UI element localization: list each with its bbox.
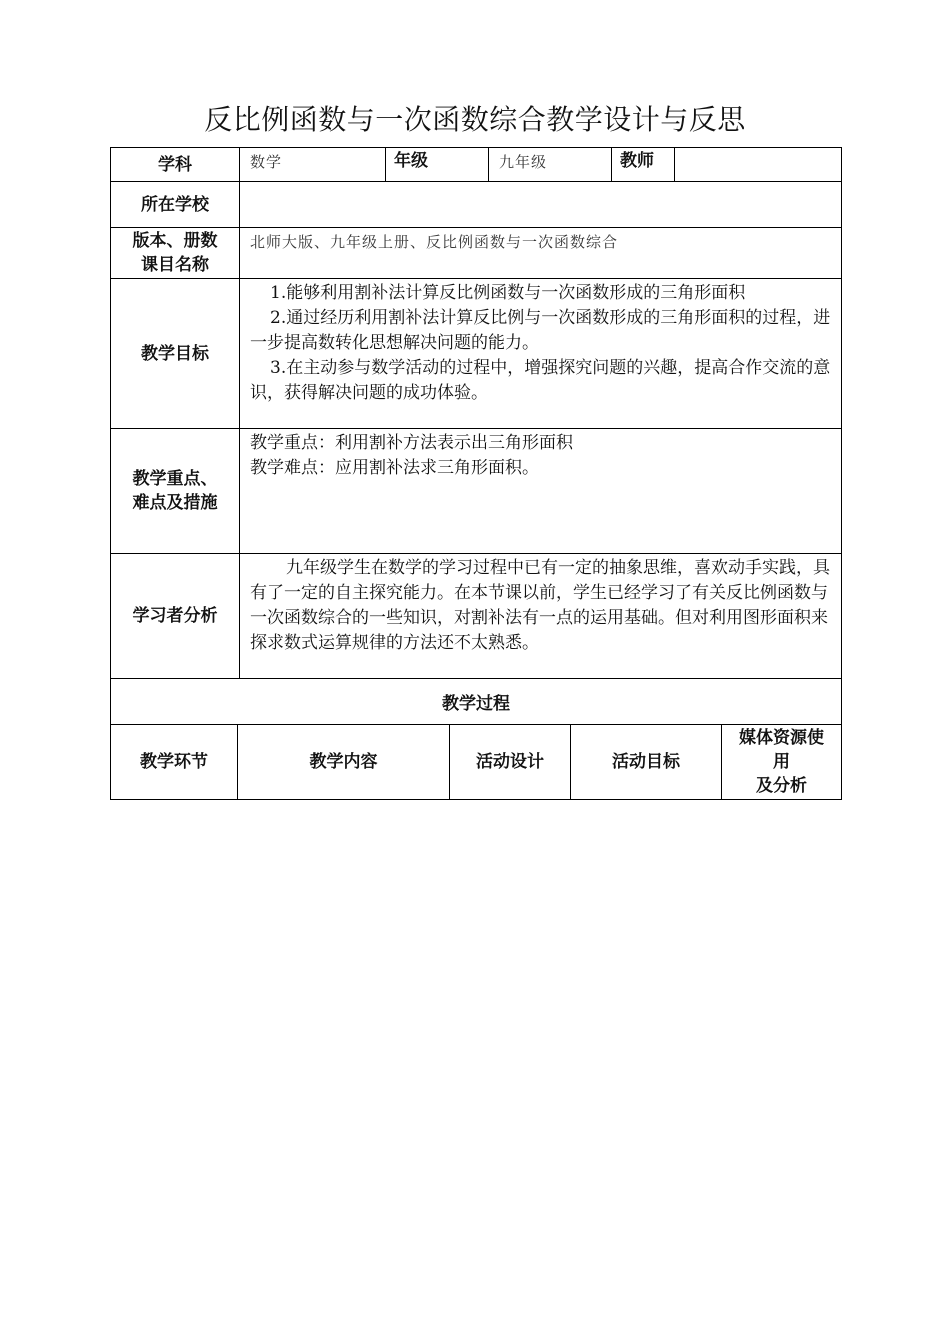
process-col-goal: 活动目标 [571, 725, 722, 800]
objective-item-1: 1.能够利用割补法计算反比例函数与一次函数形成的三角形面积 [270, 283, 746, 303]
process-col-stage: 教学环节 [111, 725, 238, 800]
school-value [240, 182, 842, 228]
process-heading: 教学过程 [111, 679, 842, 725]
process-col-media-line2: 用 [773, 752, 790, 772]
edition-value: 北师大版、九年级上册、反比例函数与一次函数综合 [240, 228, 842, 279]
info-table [110, 147, 842, 725]
key-points-label-line2: 难点及措施 [132, 493, 218, 513]
edition-label [111, 228, 240, 279]
edition-label-line2: 课目名称 [141, 255, 209, 275]
teacher-label: 教师 [612, 148, 675, 182]
process-col-media-line3: 及分析 [756, 776, 807, 796]
school-label: 所在学校 [111, 182, 240, 228]
difficulty-text: 教学难点：应用割补法求三角形面积。 [250, 458, 539, 478]
learner-content [240, 554, 842, 679]
key-points-label-line1: 教学重点、 [132, 469, 218, 489]
process-table [110, 724, 842, 800]
key-points-label [111, 429, 240, 554]
document-title: 反比例函数与一次函数综合教学设计与反思 [204, 103, 746, 136]
process-col-media-line1: 媒体资源使 [739, 728, 824, 748]
objectives-content [240, 279, 842, 429]
process-col-content: 教学内容 [238, 725, 450, 800]
process-col-media [722, 725, 842, 800]
key-point-text: 教学重点：利用割补方法表示出三角形面积 [250, 433, 573, 453]
learner-text: 九年级学生在数学的学习过程中已有一定的抽象思维，喜欢动手实践，具有了一定的自主探究能力。在本节课以前，学生已经学习了有关反比例函数与一次函数综合的一些知识，对割补法有一点的运用基础。但对利用图形面积来探求数式运算规律的方法还不太熟悉。 [250, 558, 830, 653]
subject-label: 学科 [111, 148, 240, 182]
teacher-value [675, 148, 842, 182]
grade-value: 九年级 [489, 148, 612, 182]
subject-value: 数学 [240, 148, 386, 182]
process-col-activity: 活动设计 [450, 725, 571, 800]
learner-label: 学习者分析 [111, 554, 240, 679]
edition-label-line1: 版本、册数 [132, 231, 218, 251]
grade-label: 年级 [386, 148, 489, 182]
objectives-label: 教学目标 [111, 279, 240, 429]
objective-item-3: 3.在主动参与数学活动的过程中，增强探究问题的兴趣，提高合作交流的意识，获得解决问题的成功体验。 [250, 358, 831, 403]
objective-item-2: 2.通过经历利用割补法计算反比例与一次函数形成的三角形面积的过程，进一步提高数转化思想解决问题的能力。 [250, 308, 831, 353]
key-points-content [240, 429, 842, 554]
